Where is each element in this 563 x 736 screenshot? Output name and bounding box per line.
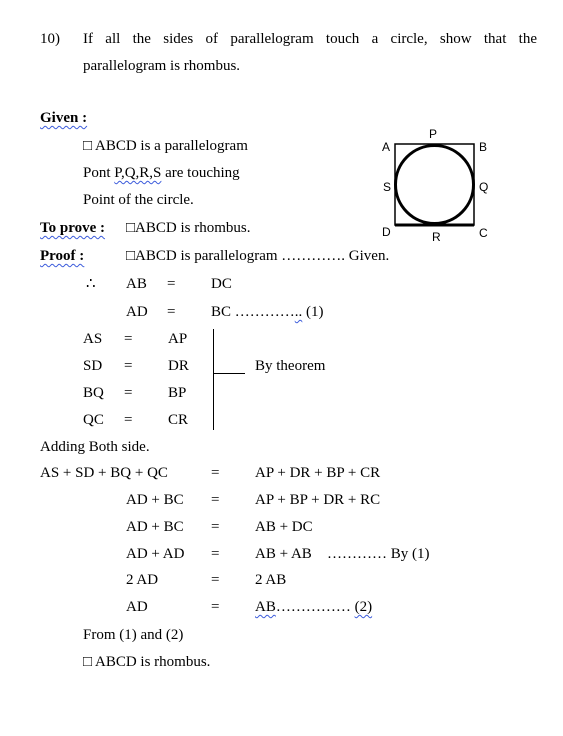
by-theorem-label: By theorem xyxy=(255,358,326,374)
to-prove-heading: To prove : xyxy=(40,220,106,236)
t1-eq: = xyxy=(124,331,133,347)
t1-lhs: AS xyxy=(83,331,103,347)
s3-eq: = xyxy=(211,519,220,535)
figure-square-circle xyxy=(376,124,506,244)
label-b: B xyxy=(479,140,488,154)
from-line: From (1) and (2) xyxy=(83,627,184,643)
s6-eq: = xyxy=(211,599,220,615)
label-a: A xyxy=(382,140,391,154)
s6-rhs: AB…………… (2) xyxy=(255,599,373,615)
therefore-symbol: ∴ xyxy=(86,276,96,292)
label-p: P xyxy=(429,127,438,141)
s5-rhs: 2 AB xyxy=(255,572,287,588)
t2-eq: = xyxy=(124,358,133,374)
inscribed-circle xyxy=(396,146,474,224)
r2-rhs: BC ………….. (1) xyxy=(211,304,324,320)
given-line-3: Point of the circle. xyxy=(83,192,194,208)
question-line-2: parallelogram is rhombus. xyxy=(83,58,241,74)
s5-eq: = xyxy=(211,572,220,588)
label-d: D xyxy=(382,225,391,239)
t3-eq: = xyxy=(124,385,133,401)
proof-heading: Proof : xyxy=(40,248,85,264)
t2-lhs: SD xyxy=(83,358,103,374)
t3-rhs: BP xyxy=(168,385,187,401)
s4-rhs: AB + AB xyxy=(255,546,312,562)
label-r: R xyxy=(432,230,441,244)
given-line-2: Pont P,Q,R,S are touching xyxy=(83,165,240,181)
s2-rhs: AP + BP + DR + RC xyxy=(255,492,381,508)
r2-lhs: AD xyxy=(126,304,148,320)
s1-lhs: AS + SD + BQ + QC xyxy=(40,465,168,481)
s1-rhs: AP + DR + BP + CR xyxy=(255,465,381,481)
adding-line: Adding Both side. xyxy=(40,439,150,455)
s2-lhs: AD + BC xyxy=(126,492,184,508)
r1-lhs: AB xyxy=(126,276,147,292)
s6-lhs: AD xyxy=(126,599,148,615)
s2-eq: = xyxy=(211,492,220,508)
label-q: Q xyxy=(479,180,489,194)
s1-eq: = xyxy=(211,465,220,481)
proof-line-1: □ABCD is parallelogram …………. Given. xyxy=(126,248,390,264)
conclusion-line: □ ABCD is rhombus. xyxy=(83,654,211,670)
to-prove-text: □ABCD is rhombus. xyxy=(126,220,251,236)
s3-lhs: AD + BC xyxy=(126,519,184,535)
question-number: 10) xyxy=(40,31,60,47)
theorem-bracket-horizontal xyxy=(213,373,245,374)
t2-rhs: DR xyxy=(168,358,189,374)
t1-rhs: AP xyxy=(168,331,188,347)
r1-eq: = xyxy=(167,276,176,292)
given-heading: Given : xyxy=(40,110,88,126)
s4-eq: = xyxy=(211,546,220,562)
label-c: C xyxy=(479,226,488,240)
s4-note: ………… By (1) xyxy=(327,546,430,562)
label-s: S xyxy=(383,180,392,194)
t4-rhs: CR xyxy=(168,412,189,428)
s4-lhs: AD + AD xyxy=(126,546,185,562)
t4-eq: = xyxy=(124,412,133,428)
theorem-bracket-vertical xyxy=(213,329,214,430)
question-line-1: If all the sides of parallelogram touch a circle, show that the xyxy=(83,31,537,47)
t3-lhs: BQ xyxy=(83,385,104,401)
r2-eq: = xyxy=(167,304,176,320)
t4-lhs: QC xyxy=(83,412,104,428)
given-line-1: □ ABCD is a parallelogram xyxy=(83,138,248,154)
s5-lhs: 2 AD xyxy=(126,572,159,588)
r1-rhs: DC xyxy=(211,276,232,292)
s3-rhs: AB + DC xyxy=(255,519,313,535)
